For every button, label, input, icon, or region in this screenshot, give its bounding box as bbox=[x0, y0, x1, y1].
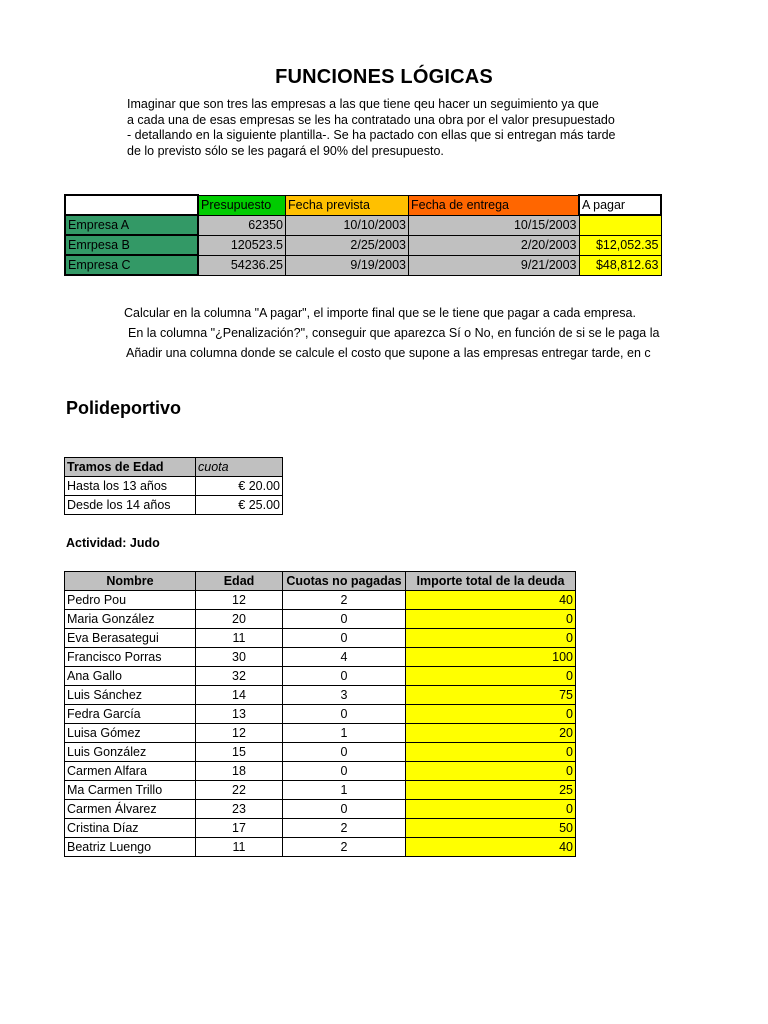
cuotas-cell[interactable]: 2 bbox=[283, 838, 406, 857]
nombre-cell[interactable]: Cristina Díaz bbox=[65, 819, 196, 838]
header-fecha-entrega[interactable]: Fecha de entrega bbox=[409, 195, 580, 215]
nombre-cell[interactable]: Maria González bbox=[65, 610, 196, 629]
cuotas-cell[interactable]: 0 bbox=[283, 629, 406, 648]
nombre-cell[interactable]: Francisco Porras bbox=[65, 648, 196, 667]
fecha-entrega-cell[interactable]: 2/20/2003 bbox=[409, 235, 580, 255]
intro-paragraph bbox=[127, 97, 687, 159]
note-line: En la columna "¿Penalización?", conseguir que aparezca Sí o No, en función de si se le paga la bbox=[128, 326, 660, 340]
intro-line: a cada una de esas empresas se les ha contratado una obra por el valor presupuestado bbox=[127, 112, 615, 127]
nombre-cell[interactable]: Beatriz Luengo bbox=[65, 838, 196, 857]
edad-cell[interactable]: 12 bbox=[196, 724, 283, 743]
edad-cell[interactable]: 15 bbox=[196, 743, 283, 762]
empresa-name-cell[interactable]: Empresa C bbox=[65, 255, 198, 275]
edad-cell[interactable]: 30 bbox=[196, 648, 283, 667]
header-cuotas[interactable]: Cuotas no pagadas bbox=[283, 572, 406, 591]
edad-cell[interactable]: 11 bbox=[196, 838, 283, 857]
importe-cell[interactable]: 0 bbox=[406, 610, 576, 629]
cuotas-cell[interactable]: 0 bbox=[283, 610, 406, 629]
judo-header-row bbox=[65, 572, 576, 591]
presupuesto-cell[interactable]: 54236.25 bbox=[198, 255, 286, 275]
importe-cell[interactable]: 100 bbox=[406, 648, 576, 667]
cuotas-cell[interactable]: 2 bbox=[283, 819, 406, 838]
importe-cell[interactable]: 0 bbox=[406, 667, 576, 686]
nombre-cell[interactable]: Ma Carmen Trillo bbox=[65, 781, 196, 800]
presupuesto-cell[interactable]: 62350 bbox=[198, 215, 286, 235]
header-cuota[interactable]: cuota bbox=[196, 458, 283, 477]
empresa-name-cell[interactable]: Empresa A bbox=[65, 215, 198, 235]
judo-row bbox=[65, 838, 576, 857]
judo-row bbox=[65, 762, 576, 781]
tramos-header-row bbox=[65, 458, 283, 477]
cuotas-cell[interactable]: 0 bbox=[283, 743, 406, 762]
cuotas-cell[interactable]: 4 bbox=[283, 648, 406, 667]
edad-cell[interactable]: 13 bbox=[196, 705, 283, 724]
importe-cell[interactable]: 20 bbox=[406, 724, 576, 743]
importe-cell[interactable]: 0 bbox=[406, 762, 576, 781]
cuotas-cell[interactable]: 0 bbox=[283, 762, 406, 781]
judo-row bbox=[65, 819, 576, 838]
judo-row bbox=[65, 610, 576, 629]
header-edad[interactable]: Edad bbox=[196, 572, 283, 591]
presupuesto-cell[interactable]: 120523.5 bbox=[198, 235, 286, 255]
cuotas-cell[interactable]: 0 bbox=[283, 705, 406, 724]
edad-cell[interactable]: 11 bbox=[196, 629, 283, 648]
edad-cell[interactable]: 32 bbox=[196, 667, 283, 686]
nombre-cell[interactable]: Pedro Pou bbox=[65, 591, 196, 610]
empresas-table bbox=[64, 194, 662, 276]
judo-row bbox=[65, 781, 576, 800]
note-line: Calcular en la columna "A pagar", el importe final que se le tiene que pagar a cada empresa. bbox=[124, 306, 636, 320]
a-pagar-cell[interactable] bbox=[579, 215, 661, 235]
intro-line: Imaginar que son tres las empresas a las que tiene qeu hacer un seguimiento ya que bbox=[127, 97, 599, 111]
empresa-name-cell[interactable]: Emrpesa B bbox=[65, 235, 198, 255]
judo-row bbox=[65, 705, 576, 724]
importe-cell[interactable]: 50 bbox=[406, 819, 576, 838]
header-a-pagar[interactable]: A pagar bbox=[579, 195, 661, 215]
judo-row bbox=[65, 686, 576, 705]
cuotas-cell[interactable]: 3 bbox=[283, 686, 406, 705]
fecha-prevista-cell[interactable]: 9/19/2003 bbox=[286, 255, 409, 275]
importe-cell[interactable]: 75 bbox=[406, 686, 576, 705]
tramo-row bbox=[65, 477, 283, 496]
empresa-row bbox=[65, 215, 661, 235]
tramo-label-cell[interactable]: Hasta los 13 años bbox=[65, 477, 196, 496]
nombre-cell[interactable]: Fedra García bbox=[65, 705, 196, 724]
importe-cell[interactable]: 25 bbox=[406, 781, 576, 800]
header-nombre[interactable]: Nombre bbox=[65, 572, 196, 591]
empresa-row bbox=[65, 235, 661, 255]
tramo-value-cell[interactable]: € 25.00 bbox=[196, 496, 283, 515]
judo-table bbox=[64, 571, 576, 857]
cuotas-cell[interactable]: 1 bbox=[283, 724, 406, 743]
judo-row bbox=[65, 629, 576, 648]
judo-row bbox=[65, 591, 576, 610]
header-fecha-prevista[interactable]: Fecha prevista bbox=[286, 195, 409, 215]
cuotas-cell[interactable]: 2 bbox=[283, 591, 406, 610]
fecha-entrega-cell[interactable]: 10/15/2003 bbox=[409, 215, 580, 235]
page-title: FUNCIONES LÓGICAS bbox=[275, 66, 493, 88]
cuotas-cell[interactable]: 0 bbox=[283, 800, 406, 819]
edad-cell[interactable]: 14 bbox=[196, 686, 283, 705]
importe-cell[interactable]: 0 bbox=[406, 629, 576, 648]
intro-line: de lo previsto sólo se les pagará el 90% del presupuesto. bbox=[127, 143, 444, 158]
actividad-label: Actividad: Judo bbox=[66, 536, 160, 550]
judo-row bbox=[65, 743, 576, 762]
cuotas-cell[interactable]: 0 bbox=[283, 667, 406, 686]
nombre-cell[interactable]: Luisa Gómez bbox=[65, 724, 196, 743]
edad-cell[interactable]: 20 bbox=[196, 610, 283, 629]
empresas-header-blank[interactable] bbox=[65, 195, 198, 215]
tramo-value-cell[interactable]: € 20.00 bbox=[196, 477, 283, 496]
judo-row bbox=[65, 667, 576, 686]
a-pagar-cell[interactable]: $48,812.63 bbox=[579, 255, 661, 275]
header-importe[interactable]: Importe total de la deuda bbox=[406, 572, 576, 591]
edad-cell[interactable]: 23 bbox=[196, 800, 283, 819]
importe-cell[interactable]: 40 bbox=[406, 591, 576, 610]
section-title: Polideportivo bbox=[66, 398, 182, 418]
nombre-cell[interactable]: Eva Berasategui bbox=[65, 629, 196, 648]
judo-row bbox=[65, 648, 576, 667]
tramos-table bbox=[64, 457, 283, 515]
nombre-cell[interactable]: Ana Gallo bbox=[65, 667, 196, 686]
header-presupuesto[interactable]: Presupuesto bbox=[198, 195, 286, 215]
tramo-row bbox=[65, 496, 283, 515]
cuotas-cell[interactable]: 1 bbox=[283, 781, 406, 800]
importe-cell[interactable]: 0 bbox=[406, 743, 576, 762]
importe-cell[interactable]: 0 bbox=[406, 705, 576, 724]
empresas-header-row bbox=[65, 195, 661, 215]
fecha-entrega-cell[interactable]: 9/21/2003 bbox=[409, 255, 580, 275]
fecha-prevista-cell[interactable]: 2/25/2003 bbox=[286, 235, 409, 255]
header-tramos-edad[interactable]: Tramos de Edad bbox=[65, 458, 196, 477]
judo-row bbox=[65, 724, 576, 743]
intro-line: - detallando en la siguiente plantilla-. Se ha pactado con ellas que si entregan más tarde bbox=[127, 128, 616, 142]
importe-cell[interactable]: 0 bbox=[406, 800, 576, 819]
note-line: Añadir una columna donde se calcule el costo que supone a las empresas entregar tarde, en c bbox=[126, 346, 651, 360]
edad-cell[interactable]: 18 bbox=[196, 762, 283, 781]
importe-cell[interactable]: 40 bbox=[406, 838, 576, 857]
empresa-row bbox=[65, 255, 661, 275]
judo-row bbox=[65, 800, 576, 819]
nombre-cell[interactable]: Luis Sánchez bbox=[65, 686, 196, 705]
fecha-prevista-cell[interactable]: 10/10/2003 bbox=[286, 215, 409, 235]
edad-cell[interactable]: 17 bbox=[196, 819, 283, 838]
tramo-label-cell[interactable]: Desde los 14 años bbox=[65, 496, 196, 515]
edad-cell[interactable]: 22 bbox=[196, 781, 283, 800]
edad-cell[interactable]: 12 bbox=[196, 591, 283, 610]
nombre-cell[interactable]: Carmen Álvarez bbox=[65, 800, 196, 819]
nombre-cell[interactable]: Carmen Alfara bbox=[65, 762, 196, 781]
nombre-cell[interactable]: Luis González bbox=[65, 743, 196, 762]
a-pagar-cell[interactable]: $12,052.35 bbox=[579, 235, 661, 255]
